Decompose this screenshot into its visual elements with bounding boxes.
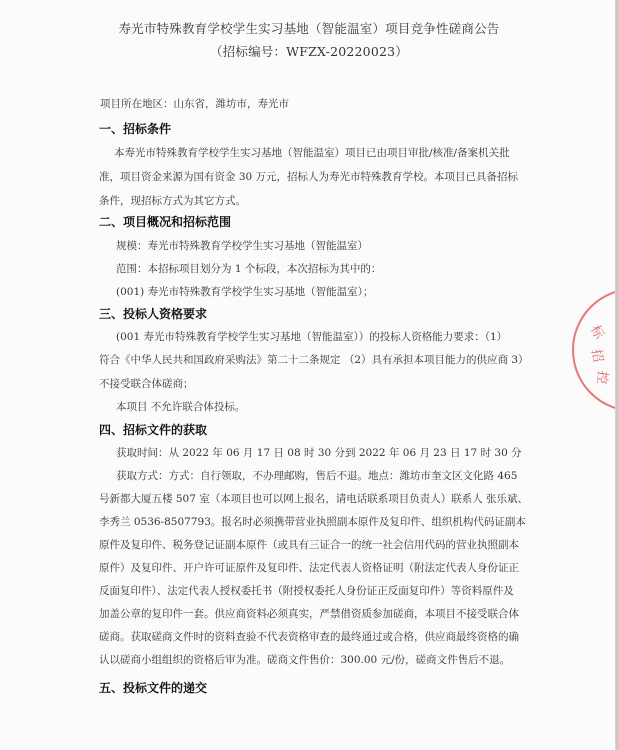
section-4-line-2: 获取方式：方式：自行领取，不办理邮购，售后不退。地点：潍坊市奎文区文化路 465 <box>116 470 518 482</box>
section-4-line-3: 号新都大厦五楼 507 室（本项目也可以网上报名，请电话联系项目负责人）联系人 张乐斌、 <box>99 493 529 505</box>
seal-char-1: 标 <box>587 323 607 342</box>
section-5-heading: 五、投标文件的递交 <box>99 681 208 695</box>
section-3-line-3: 不接受联合体磋商； <box>99 378 194 390</box>
section-1-line-3: 条件，现招标方式为其它方式。 <box>99 195 246 207</box>
section-3-heading: 三、投标人资格要求 <box>99 307 208 321</box>
section-2-heading: 二、项目概况和招标范围 <box>99 215 232 229</box>
section-1-heading: 一、招标条件 <box>99 122 172 136</box>
seal-char-3: 控 <box>593 370 610 385</box>
document-title: 寿光市特殊教育学校学生实习基地（智能温室）项目竞争性磋商公告 <box>118 21 500 36</box>
section-4-line-1: 获取时间：从 2022 年 06 月 17 日 08 时 30 分到 2022 年 06 月 23 日 17 时 30 分 <box>116 447 522 459</box>
section-4-line-7: 反面复印件）、法定代表人授权委托书（附授权委托人身份证正反面复印件）等资料原件及 <box>99 585 514 597</box>
section-4-line-6: 原件）及复印件、开户许可证原件及复印件、法定代表人资格证明（附法定代表人身份证正 <box>99 562 519 574</box>
section-3-line-1: (001 寿光市特殊教育学校学生实习基地（智能温室））的投标人资格能力要求：（1） <box>116 331 508 343</box>
section-2-line-3: (001) 寿光市特殊教育学校学生实习基地（智能温室）； <box>116 286 374 298</box>
section-2-line-2: 范围：本招标项目划分为 1 个标段，本次招标为其中的： <box>116 263 382 275</box>
section-4-line-9: 磋商。获取磋商文件时的资料查验不代表资格审查的最终通过或合格，供应商最终资格的确 <box>99 631 519 643</box>
section-4-line-5: 原件及复印件、税务登记证副本原件（或具有三证合一的统一社会信用代码的营业执照副本 <box>99 539 519 551</box>
section-3-line-2: 符合《中华人民共和国政府采购法》第二十二条规定 （2）具有承担本项目能力的供应商 3） <box>99 354 529 366</box>
section-3-line-4: 本项目 不允许联合体投标。 <box>116 401 246 413</box>
section-2-line-1: 规模：寿光市特殊教育学校学生实习基地（智能温室） <box>116 240 368 252</box>
section-4-heading: 四、招标文件的获取 <box>99 423 208 437</box>
tender-number: （招标编号：WFZX-20220023） <box>209 44 408 59</box>
section-4-line-4: 李秀兰 0536-8507793。报名时必须携带营业执照副本原件及复印件、组织机构代码证副本 <box>99 516 526 528</box>
section-1-line-1: 本寿光市特殊教育学校学生实习基地（智能温室）项目已由项目审批/核准/备案机关批 <box>114 147 510 159</box>
project-region: 项目所在地区：山东省，潍坊市，寿光市 <box>100 98 289 110</box>
seal-char-2: 招 <box>588 348 606 364</box>
section-1-line-2: 准，项目资金来源为国有资金 30 万元，招标人为寿光市特殊教育学校。本项目已具备招标 <box>99 171 519 183</box>
section-4-line-8: 加盖公章的复印件一套。供应商资料必须真实，严禁借资质参加磋商，本项目不接受联合体 <box>99 608 519 620</box>
section-4-line-10: 认以磋商小组组织的资格后审为准。磋商文件售价：300.00 元/份，磋商文件售后不退。 <box>99 654 511 666</box>
